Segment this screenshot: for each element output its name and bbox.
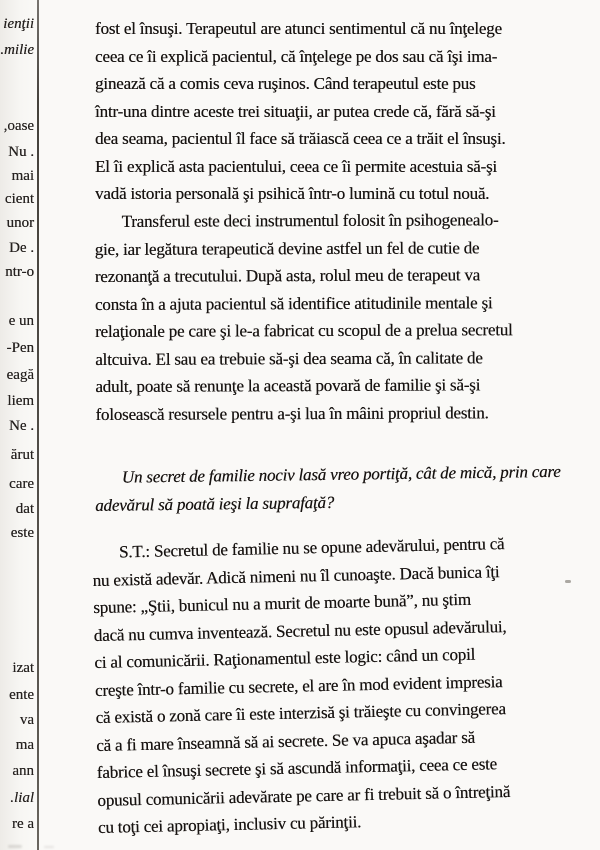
- page-gutter: [0, 0, 37, 850]
- paragraph-transfer: [95, 205, 585, 427]
- gutter-fragment: lial.: [10, 790, 34, 806]
- gutter-fragment: e un: [8, 313, 34, 329]
- gutter-fragment: care: [9, 476, 34, 492]
- text-line: spune: „Ştii, bunicul nu a murit de moarte bună”, nu ştim: [92, 589, 471, 617]
- gutter-fragment: izat: [12, 660, 34, 676]
- text-line: într-una dintre aceste trei situaţii, ar putea crede că, fără să-şi: [95, 101, 496, 121]
- text-line: nu există adevăr. Adică nimeni nu îl cunoaşte. Dacă bunica îţi: [92, 561, 500, 590]
- scan-speck: [44, 846, 54, 848]
- scan-speck: [8, 845, 22, 848]
- text-line: Un secret de familie nociv lasă vreo portiţă, cât de mică, prin care: [121, 461, 561, 487]
- gutter-fragment: milie.: [0, 42, 34, 58]
- gutter-fragment: mai: [11, 168, 34, 184]
- gutter-fragment: ienţii: [3, 16, 34, 32]
- paragraph-continuation: [95, 15, 584, 208]
- text-line: fost el însuşi. Terapeutul are atunci sentimentul că nu înţelege: [95, 19, 502, 38]
- text-line: că a fi mare înseamnă să ai secrete. Se va apuca aşadar să: [95, 726, 476, 754]
- interview-answer: [92, 528, 587, 841]
- gutter-fragment: . Nu: [8, 144, 34, 160]
- text-line: adevărul să poată ieşi la suprafaţă?: [95, 491, 335, 514]
- text-line: că există o zonă care îi este interzisă şi trăieşte cu convingerea: [95, 698, 506, 727]
- gutter-fragment: . De: [9, 240, 34, 256]
- text-line: El îi explică asta pacientului, ceea ce îi permite acestuia să-şi: [95, 156, 497, 176]
- gutter-fragment: unor: [6, 215, 34, 231]
- page-fold-line: [37, 0, 39, 850]
- text-line: S.T.: Secretul de familie nu se opune adevărului, pentru că: [118, 533, 505, 561]
- gutter-fragment: ente: [9, 687, 34, 703]
- text-line: Transferul este deci instrumentul folosit în psihogenealo-: [121, 209, 499, 231]
- text-line: folosească resursele pentru a-şi lua în mâini propriul destin.: [95, 402, 489, 423]
- text-line: vadă istoria personală şi psihică într-o lumină cu totul nouă.: [95, 184, 490, 203]
- gutter-fragment: cient: [4, 191, 34, 207]
- text-line: creşte într-o familie cu secrete, el are în mod evident impresia: [94, 671, 503, 699]
- gutter-fragment: liem: [7, 393, 34, 409]
- gutter-fragment: re a: [11, 816, 34, 832]
- gutter-fragment: Pen-: [6, 340, 34, 356]
- interview-question: [95, 457, 585, 518]
- scan-speck: [565, 580, 571, 583]
- gutter-fragment: . Ne: [9, 418, 34, 434]
- text-line: ginează că a comis ceva ruşinos. Când terapeutul este pus: [95, 74, 476, 93]
- gutter-fragment: va: [19, 712, 34, 728]
- gutter-fragment: dat: [15, 501, 34, 517]
- gutter-fragment: ma: [15, 737, 34, 753]
- text-line: altcuiva. El sau ea trebuie să-şi dea seama că, în calitate de: [95, 347, 483, 368]
- text-line: ci al comunicării. Raţionamentul este logic: când un copil: [94, 644, 476, 672]
- main-text: [92, 15, 584, 841]
- gutter-fragment: ntr-o: [5, 264, 34, 280]
- text-line: gie, iar legătura terapeutică devine astfel un fel de cutie de: [94, 237, 480, 259]
- text-line: adult, poate să renunţe la această povară de familie şi să-şi: [95, 374, 481, 396]
- text-line: ceea ce îi explică pacientul, că înţelege pe dos sau că îşi ima-: [95, 46, 498, 66]
- gutter-fragment: ărut: [10, 447, 34, 463]
- text-line: rezonanţă a trecutului. După asta, rolul meu de terapeut va: [94, 264, 481, 286]
- text-line: dea seama, pacientul îl face să trăiască ceea ce a trăit el însuşi.: [95, 129, 506, 148]
- text-line: relaţionale pe care şi le-a fabricat cu scopul de a prelua secretul: [95, 319, 513, 341]
- gutter-fragment: eagă: [6, 367, 34, 383]
- gutter-fragment: oase,: [3, 118, 34, 134]
- text-line: dacă nu cumva inventează. Secretul nu este opusul adevărului,: [93, 616, 507, 645]
- text-line: cu toţi cei apropiaţi, inclusiv cu părinţii.: [97, 811, 362, 837]
- text-line: consta în a ajuta pacientul să identifice atitudinile mentale şi: [94, 292, 493, 314]
- gutter-fragment: este: [10, 525, 34, 541]
- text-line: fabrice el însuşi secrete şi să ascundă informaţii, ceea ce este: [96, 753, 498, 782]
- gutter-fragment: ann: [12, 763, 34, 779]
- text-line: opusul comunicării adevărate pe care ar fi trebuit să o întreţină: [97, 780, 511, 809]
